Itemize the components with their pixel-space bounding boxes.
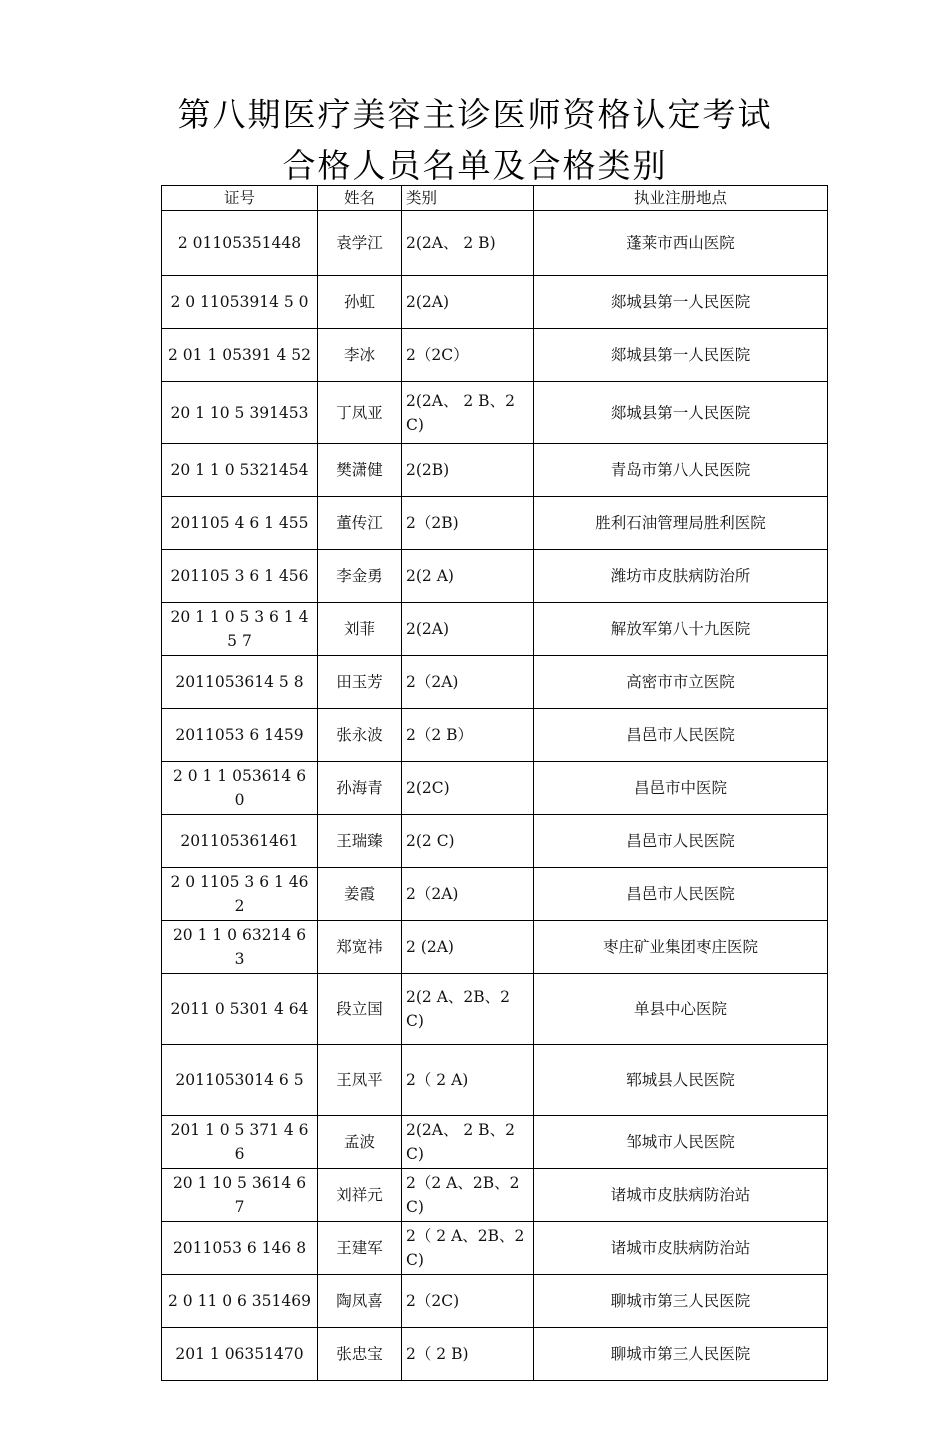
cell-name: 王瑞臻 xyxy=(318,815,402,868)
header-category: 类别 xyxy=(402,186,534,211)
table-header-row xyxy=(162,186,828,211)
cell-category: 2(2C) xyxy=(402,762,534,815)
cell-certificate-number: 2011 0 5301 4 64 xyxy=(162,974,318,1045)
cell-practice-location: 昌邑市人民医院 xyxy=(534,868,828,921)
cell-practice-location: 解放军第八十九医院 xyxy=(534,603,828,656)
cell-practice-location: 高密市市立医院 xyxy=(534,656,828,709)
cell-name: 刘祥元 xyxy=(318,1169,402,1222)
cell-certificate-number: 20 1 10 5 3614 6 7 xyxy=(162,1169,318,1222)
cell-practice-location: 昌邑市中医院 xyxy=(534,762,828,815)
cell-certificate-number: 2 01 1 05391 4 52 xyxy=(162,329,318,382)
cell-certificate-number: 201105361461 xyxy=(162,815,318,868)
cell-certificate-number: 20 1 1 0 5321454 xyxy=(162,444,318,497)
cell-practice-location: 枣庄矿业集团枣庄医院 xyxy=(534,921,828,974)
cell-practice-location: 昌邑市人民医院 xyxy=(534,709,828,762)
cell-certificate-number: 2011053 6 1459 xyxy=(162,709,318,762)
cell-name: 张永波 xyxy=(318,709,402,762)
cell-practice-location: 胜利石油管理局胜利医院 xyxy=(534,497,828,550)
cell-name: 孙虹 xyxy=(318,276,402,329)
cell-name: 陶凤喜 xyxy=(318,1275,402,1328)
table-body xyxy=(162,211,828,1381)
cell-practice-location: 聊城市第三人民医院 xyxy=(534,1275,828,1328)
table-row xyxy=(162,497,828,550)
document-title xyxy=(0,88,950,190)
cell-practice-location: 昌邑市人民医院 xyxy=(534,815,828,868)
table-row xyxy=(162,974,828,1045)
table-row xyxy=(162,444,828,497)
cell-category: 2（2 B） xyxy=(402,709,534,762)
cell-category: 2(2B) xyxy=(402,444,534,497)
header-certificate-number: 证号 xyxy=(162,186,318,211)
cell-category: 2(2A、 2 B、2C) xyxy=(402,1116,534,1169)
cell-certificate-number: 20 1 1 0 5 3 6 1 4 5 7 xyxy=(162,603,318,656)
cell-certificate-number: 20 1 10 5 391453 xyxy=(162,382,318,444)
cell-practice-location: 郯城县第一人民医院 xyxy=(534,276,828,329)
cell-name: 孟波 xyxy=(318,1116,402,1169)
cell-category: 2（2 A、2B、2C) xyxy=(402,1169,534,1222)
table-row xyxy=(162,762,828,815)
cell-category: 2（2C) xyxy=(402,1275,534,1328)
cell-certificate-number: 2011053014 6 5 xyxy=(162,1045,318,1116)
cell-certificate-number: 2011053 6 146 8 xyxy=(162,1222,318,1275)
table-row xyxy=(162,211,828,276)
cell-category: 2(2 A、2B、2 C) xyxy=(402,974,534,1045)
cell-name: 姜霞 xyxy=(318,868,402,921)
table-row xyxy=(162,603,828,656)
cell-category: 2（2C） xyxy=(402,329,534,382)
cell-category: 2(2A、 2 B) xyxy=(402,211,534,276)
cell-name: 刘菲 xyxy=(318,603,402,656)
cell-practice-location: 邹城市人民医院 xyxy=(534,1116,828,1169)
cell-category: 2(2A、 2 B、2C) xyxy=(402,382,534,444)
cell-name: 段立国 xyxy=(318,974,402,1045)
cell-certificate-number: 2 0 1105 3 6 1 462 xyxy=(162,868,318,921)
cell-practice-location: 诸城市皮肤病防治站 xyxy=(534,1169,828,1222)
table-row xyxy=(162,656,828,709)
cell-name: 田玉芳 xyxy=(318,656,402,709)
cell-name: 李金勇 xyxy=(318,550,402,603)
table-row xyxy=(162,868,828,921)
title-line-2: 合格人员名单及合格类别 xyxy=(282,146,668,185)
cell-practice-location: 蓬莱市西山医院 xyxy=(534,211,828,276)
cell-practice-location: 聊城市第三人民医院 xyxy=(534,1328,828,1381)
cell-category: 2(2A) xyxy=(402,276,534,329)
title-line-1: 第八期医疗美容主诊医师资格认定考试 xyxy=(177,95,773,134)
cell-certificate-number: 2 0 1 1 053614 6 0 xyxy=(162,762,318,815)
cell-category: 2（ 2 A、2B、2C) xyxy=(402,1222,534,1275)
cell-category: 2(2A) xyxy=(402,603,534,656)
table-row xyxy=(162,329,828,382)
cell-certificate-number: 2 01105351448 xyxy=(162,211,318,276)
cell-name: 王凤平 xyxy=(318,1045,402,1116)
table-row xyxy=(162,815,828,868)
cell-category: 2(2 C) xyxy=(402,815,534,868)
cell-category: 2（2A) xyxy=(402,868,534,921)
cell-name: 郑宽祎 xyxy=(318,921,402,974)
cell-practice-location: 潍坊市皮肤病防治所 xyxy=(534,550,828,603)
cell-name: 董传江 xyxy=(318,497,402,550)
cell-category: 2（2A) xyxy=(402,656,534,709)
cell-certificate-number: 2011053614 5 8 xyxy=(162,656,318,709)
table-row xyxy=(162,1116,828,1169)
cell-name: 王建军 xyxy=(318,1222,402,1275)
table-row xyxy=(162,1328,828,1381)
table-row xyxy=(162,1222,828,1275)
header-name: 姓名 xyxy=(318,186,402,211)
cell-name: 孙海青 xyxy=(318,762,402,815)
cell-certificate-number: 201105 4 6 1 455 xyxy=(162,497,318,550)
cell-category: 2(2 A) xyxy=(402,550,534,603)
cell-category: 2 (2A) xyxy=(402,921,534,974)
cell-name: 袁学江 xyxy=(318,211,402,276)
qualified-personnel-table xyxy=(161,185,828,1381)
cell-certificate-number: 2 0 11053914 5 0 xyxy=(162,276,318,329)
cell-name: 李冰 xyxy=(318,329,402,382)
table-row xyxy=(162,1169,828,1222)
cell-practice-location: 郓城县人民医院 xyxy=(534,1045,828,1116)
header-practice-location: 执业注册地点 xyxy=(534,186,828,211)
cell-practice-location: 青岛市第八人民医院 xyxy=(534,444,828,497)
cell-certificate-number: 201105 3 6 1 456 xyxy=(162,550,318,603)
table-row xyxy=(162,550,828,603)
table-row xyxy=(162,276,828,329)
cell-category: 2（2B) xyxy=(402,497,534,550)
cell-category: 2（ 2 B) xyxy=(402,1328,534,1381)
table-row xyxy=(162,709,828,762)
cell-certificate-number: 201 1 0 5 371 4 6 6 xyxy=(162,1116,318,1169)
cell-certificate-number: 2 0 11 0 6 351469 xyxy=(162,1275,318,1328)
cell-name: 张忠宝 xyxy=(318,1328,402,1381)
cell-name: 樊潇健 xyxy=(318,444,402,497)
cell-practice-location: 郯城县第一人民医院 xyxy=(534,329,828,382)
table-row xyxy=(162,921,828,974)
cell-name: 丁凤亚 xyxy=(318,382,402,444)
table-row xyxy=(162,382,828,444)
cell-practice-location: 郯城县第一人民医院 xyxy=(534,382,828,444)
cell-category: 2（ 2 A) xyxy=(402,1045,534,1116)
cell-certificate-number: 20 1 1 0 63214 6 3 xyxy=(162,921,318,974)
cell-practice-location: 诸城市皮肤病防治站 xyxy=(534,1222,828,1275)
table-row xyxy=(162,1275,828,1328)
table-row xyxy=(162,1045,828,1116)
cell-certificate-number: 201 1 06351470 xyxy=(162,1328,318,1381)
cell-practice-location: 单县中心医院 xyxy=(534,974,828,1045)
